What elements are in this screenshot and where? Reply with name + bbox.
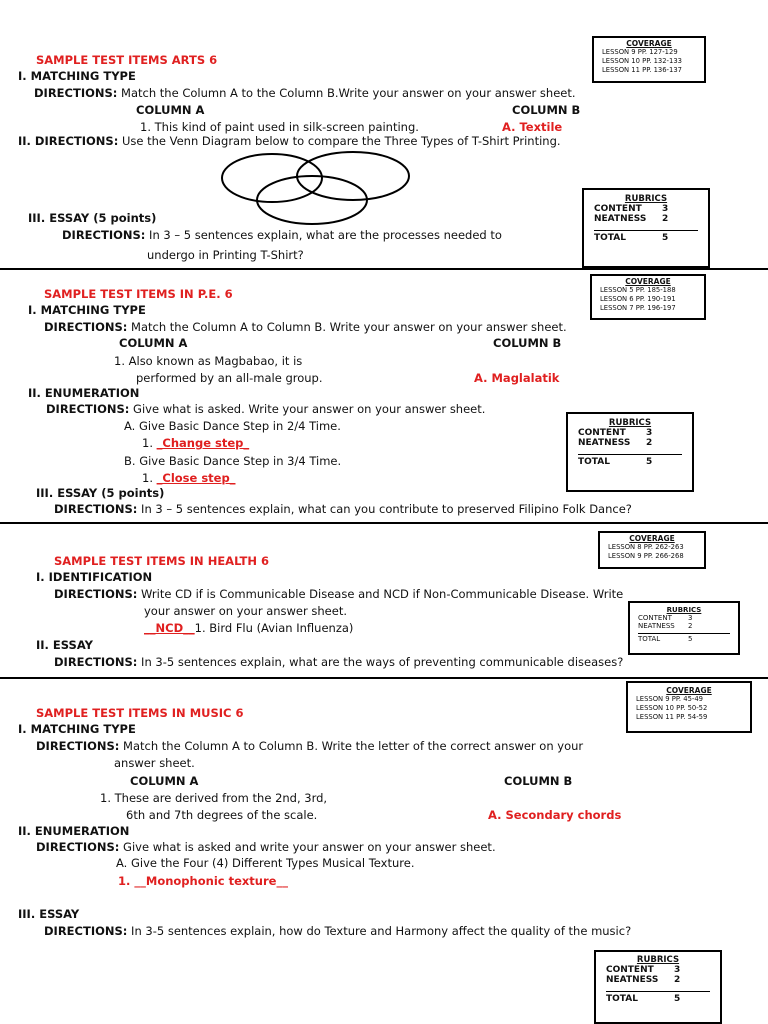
section-divider <box>0 522 768 524</box>
music-part1: I. MATCHING TYPE <box>18 722 136 736</box>
arts-part3: III. ESSAY (5 points) <box>28 211 157 225</box>
pe-item-1b: performed by an all-male group. <box>136 371 323 385</box>
pe-directions-3: DIRECTIONS: In 3 – 5 sentences explain, what can you contribute to preserved Filipino Folk Dance? <box>54 502 632 516</box>
coverage-line: LESSON 6 PP. 190-191 <box>600 294 676 303</box>
health-part1: I. IDENTIFICATION <box>36 570 153 584</box>
health-coverage-box <box>598 531 706 569</box>
coverage-title: COVERAGE <box>625 277 671 286</box>
music-title: SAMPLE TEST ITEMS IN MUSIC 6 <box>36 706 244 720</box>
pe-coverage-box <box>590 274 706 320</box>
arts-coverage-box <box>592 36 706 83</box>
coverage-title: COVERAGE <box>626 39 672 48</box>
coverage-line: LESSON 5 PP. 185-188 <box>600 286 676 294</box>
coverage-line: LESSON 9 PP. 266-268 <box>608 551 684 560</box>
pe-part3: III. ESSAY (5 points) <box>36 486 165 500</box>
music-directions-1-cont: answer sheet. <box>114 756 195 770</box>
music-enum-a-answer: 1. __Monophonic texture__ <box>118 874 288 888</box>
coverage-title: COVERAGE <box>629 534 675 543</box>
rubrics-title: RUBRICS <box>636 955 680 965</box>
pe-title: SAMPLE TEST ITEMS IN P.E. 6 <box>44 287 233 301</box>
coverage-line: LESSON 7 PP. 196-197 <box>600 303 676 312</box>
section-divider <box>0 677 768 679</box>
music-item-1b: 6th and 7th degrees of the scale. <box>126 808 318 822</box>
pe-part2: II. ENUMERATION <box>28 386 140 400</box>
music-directions-3: DIRECTIONS: In 3-5 sentences explain, how do Texture and Harmony affect the quality of the music? <box>44 924 632 938</box>
coverage-line: LESSON 8 PP. 262-263 <box>608 543 684 551</box>
health-title: SAMPLE TEST ITEMS IN HEALTH 6 <box>54 554 269 568</box>
arts-directions-1: DIRECTIONS: Match the Column A to the Column B.Write your answer on your answer sheet. <box>34 86 576 100</box>
pe-column-b: COLUMN B <box>493 336 562 350</box>
music-directions-1: DIRECTIONS: Match the Column A to Column B. Write the letter of the correct answer on your <box>36 739 584 753</box>
rubrics-title: RUBRICS <box>624 194 668 204</box>
pe-column-a: COLUMN A <box>119 336 188 350</box>
section-divider <box>0 268 768 270</box>
arts-part2: II. DIRECTIONS: Use the Venn Diagram below to compare the Three Types of T-Shirt Printing. <box>18 134 561 148</box>
health-directions-1: DIRECTIONS: Write CD if is Communicable Disease and NCD if Non-Communicable Disease. Write <box>54 587 624 601</box>
arts-part1: I. MATCHING TYPE <box>18 69 136 83</box>
health-directions-1-cont: your answer on your answer sheet. <box>144 604 347 618</box>
arts-title: SAMPLE TEST ITEMS ARTS 6 <box>36 53 218 67</box>
arts-answer-1: A. Textile <box>502 120 563 134</box>
arts-item-1: 1. This kind of paint used in silk-screen painting. <box>140 120 419 134</box>
arts-column-b: COLUMN B <box>512 103 581 117</box>
coverage-line: LESSON 11 PP. 54-59 <box>636 712 708 721</box>
pe-directions-2: DIRECTIONS: Give what is asked. Write your answer on your answer sheet. <box>46 402 486 416</box>
health-directions-2: DIRECTIONS: In 3-5 sentences explain, what are the ways of preventing communicable diseases? <box>54 655 624 669</box>
coverage-title: COVERAGE <box>666 686 712 695</box>
arts-rubrics-box: RUBRICS CONTENT 3 NEATNESS 2 TOTAL 5 <box>582 188 710 268</box>
arts-directions-3-cont: undergo in Printing T-Shirt? <box>147 248 304 262</box>
music-column-b: COLUMN B <box>504 774 573 788</box>
music-rubrics-box: RUBRICS CONTENT 3 NEATNESS 2 TOTAL 5 <box>594 950 722 1024</box>
coverage-line: LESSON 9 PP. 45-49 <box>636 695 703 703</box>
pe-rubrics-box: RUBRICS CONTENT 3 NEATNESS 2 TOTAL 5 <box>566 412 694 492</box>
pe-enum-b: B. Give Basic Dance Step in 3/4 Time. <box>124 454 342 468</box>
music-column-a: COLUMN A <box>130 774 199 788</box>
pe-enum-a: A. Give Basic Dance Step in 2/4 Time. <box>124 419 341 433</box>
rubrics-title: RUBRICS <box>608 418 652 428</box>
coverage-line: LESSON 9 PP. 127-129 <box>602 48 678 56</box>
pe-answer-1: A. Maglalatik <box>474 371 560 385</box>
music-item-1a: 1. These are derived from the 2nd, 3rd, <box>100 791 328 805</box>
music-coverage-box <box>626 681 752 733</box>
pe-enum-a-answer: 1. _Change step_ <box>142 436 250 450</box>
music-answer-1: A. Secondary chords <box>488 808 622 822</box>
music-part3: III. ESSAY <box>18 907 80 921</box>
music-enum-a: A. Give the Four (4) Different Types Musical Texture. <box>116 856 415 870</box>
coverage-line: LESSON 10 PP. 50-52 <box>636 703 708 712</box>
health-part2: II. ESSAY <box>36 638 93 652</box>
coverage-line: LESSON 10 PP. 132-133 <box>602 56 682 65</box>
arts-directions-3: DIRECTIONS: In 3 – 5 sentences explain, what are the processes needed to <box>62 228 502 242</box>
health-item-1: __NCD__1. Bird Flu (Avian Influenza) <box>144 621 354 635</box>
music-directions-2: DIRECTIONS: Give what is asked and write your answer on your answer sheet. <box>36 840 496 854</box>
rubrics-title: RUBRICS <box>666 606 702 614</box>
venn-diagram <box>215 148 415 228</box>
pe-item-1a: 1. Also known as Magbabao, it is <box>114 354 303 368</box>
pe-part1: I. MATCHING TYPE <box>28 303 146 317</box>
pe-directions-1: DIRECTIONS: Match the Column A to Column B. Write your answer on your answer sheet. <box>44 320 567 334</box>
coverage-line: LESSON 11 PP. 136-137 <box>602 65 682 74</box>
pe-enum-b-answer: 1. _Close step_ <box>142 471 236 485</box>
music-part2: II. ENUMERATION <box>18 824 130 838</box>
health-rubrics-box: RUBRICS CONTENT 3 NEATNESS 2 TOTAL 5 <box>628 601 740 655</box>
arts-column-a: COLUMN A <box>136 103 205 117</box>
